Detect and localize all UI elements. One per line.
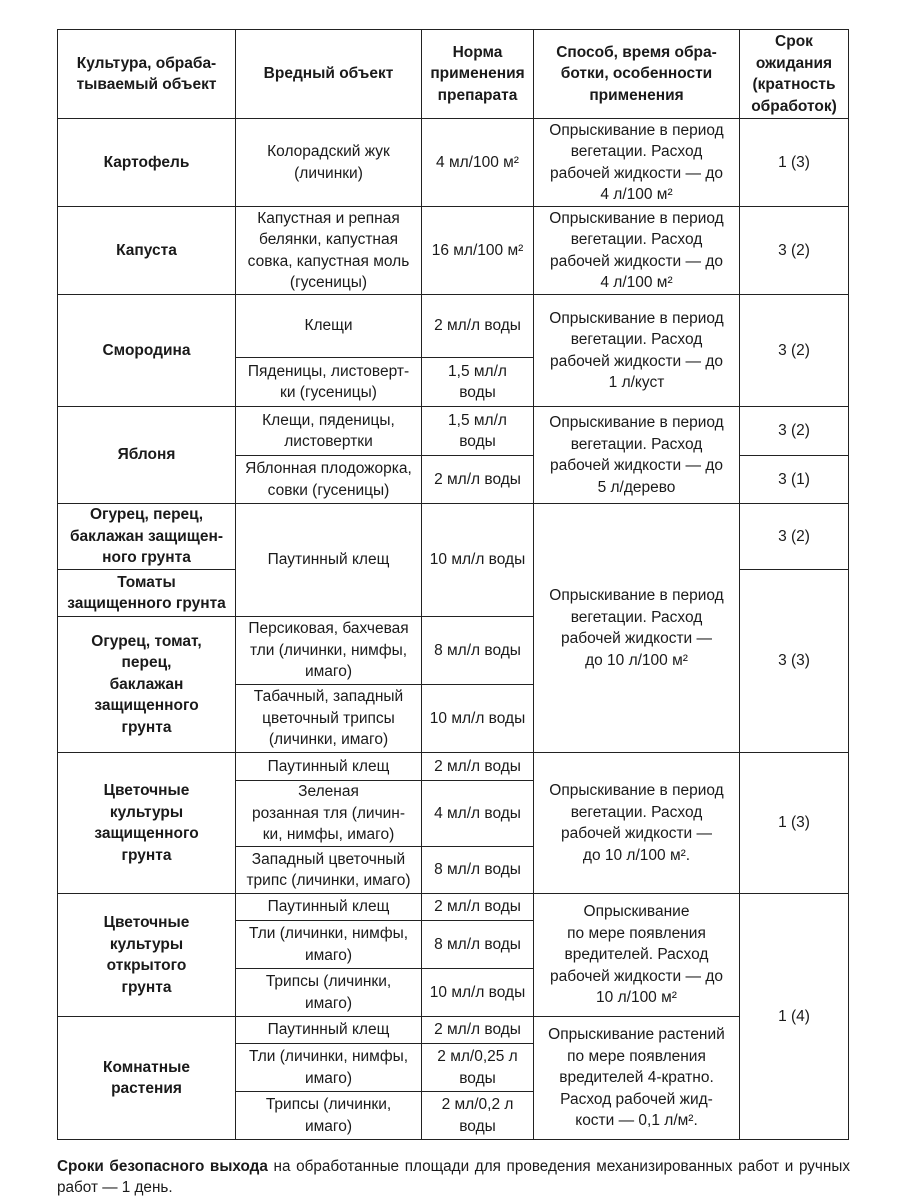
wait-cell [740,207,849,295]
wait-value: 3 (3) [778,652,810,670]
table-row [58,407,849,456]
header-wait [740,30,849,119]
method-cell [534,894,740,1017]
header-method-label: Способ, время обра- ботки, особенности применения [556,43,717,104]
pest-cell [236,207,422,295]
crop-name: Цветочные культуры открытого грунта [103,914,190,996]
rate-cell [422,1044,534,1092]
header-rate-label: Норма применения препарата [430,43,525,104]
crop-name: Смородина [102,341,191,359]
pest-cell [236,295,422,358]
rate-value: 8 мл/л воды [434,641,521,659]
pest-cell [236,1044,422,1092]
pest-name: Тли (личинки, нимфы, имаго) [248,1048,409,1087]
pest-name: Паутинный клещ [267,898,390,916]
rate-value: 2 мл/л воды [434,317,521,335]
rate-cell [422,1092,534,1140]
wait-cell [740,753,849,894]
pest-name: Табачный, западный цветочный трипсы (личинки, имаго) [253,688,404,749]
wait-value: 3 (2) [778,422,810,440]
rate-value: 2 мл/0,25 л воды [437,1048,518,1087]
pest-cell [236,1092,422,1140]
method-cell [534,504,740,753]
crop-name: Огурец, перец, баклажан защищен- ного грунта [69,506,224,567]
rate-value: 2 мл/л воды [434,898,521,916]
header-pest [236,30,422,119]
table-row [58,504,849,570]
crop-name: Томаты защищенного грунта [67,573,226,612]
crop-name: Цветочные культуры защищенного грунта [94,782,199,864]
rate-cell [422,781,534,847]
rate-value: 1,5 мл/л воды [448,362,507,401]
wait-cell [740,456,849,504]
pest-cell [236,847,422,894]
method-text: Опрыскивание по мере появления вредителей. Расход рабочей жидкости — до 10 л/100 м² [550,903,723,1007]
pest-cell [236,781,422,847]
crop-cell [58,570,236,617]
crop-name: Капуста [116,241,177,259]
header-pest-label: Вредный объект [263,65,394,83]
header-wait-label: Срок ожидания (кратность обработок) [751,33,837,115]
rate-cell [422,358,534,407]
wait-value: 1 (3) [778,153,810,171]
rate-cell [422,456,534,504]
crop-cell [58,753,236,894]
wait-cell [740,570,849,753]
wait-cell [740,119,849,207]
rate-value: 10 мл/л воды [429,709,526,727]
rate-value: 2 мл/л воды [434,757,521,775]
header-crop [58,30,236,119]
pest-name: Паутинный клещ [267,551,390,569]
rate-value: 4 мл/л воды [434,804,521,822]
pest-name: Трипсы (личинки, имаго) [265,1096,392,1135]
crop-cell [58,894,236,1017]
crop-cell [58,295,236,407]
method-text: Опрыскивание растений по мере появления вредителей 4-кратно. Расход рабочей жид- кости — 0,1 л/м². [548,1026,725,1130]
header-row [58,30,849,119]
table-row [58,295,849,358]
safe-entry-footnote [57,1156,850,1198]
method-text: Опрыскивание в период вегетации. Расход рабочей жидкости — до 4 л/100 м² [549,121,724,203]
method-cell [534,207,740,295]
header-method [534,30,740,119]
pest-name: Колорадский жук (личинки) [267,143,390,182]
pest-name: Персиковая, бахчевая тли (личинки, нимфы, имаго) [248,620,409,681]
pest-cell [236,921,422,969]
footnote-text: на обработанные площади для проведения механизированных работ и ручных работ — 1 день. [57,1158,850,1197]
pest-cell [236,119,422,207]
pest-cell [236,894,422,921]
pest-cell [236,358,422,407]
pest-cell [236,969,422,1017]
rate-cell [422,119,534,207]
pest-cell [236,407,422,456]
table-row [58,1017,849,1044]
pest-cell [236,504,422,617]
rate-cell [422,847,534,894]
wait-cell [740,504,849,570]
pest-cell [236,617,422,685]
pest-name: Капустная и репная белянки, капустная совка, капустная моль (гусеницы) [247,209,410,291]
rate-value: 8 мл/л воды [434,861,521,879]
pest-name: Клещи, пяденицы, листовертки [262,411,395,450]
wait-value: 3 (2) [778,527,810,545]
header-crop-label: Культура, обраба- тываемый объект [76,54,217,93]
method-text: Опрыскивание в период вегетации. Расход рабочей жидкости — до 1 л/куст [549,309,724,391]
header-rate [422,30,534,119]
pest-name: Клещи [304,317,353,335]
rate-cell [422,617,534,685]
crop-cell [58,207,236,295]
pest-cell [236,753,422,781]
wait-value: 1 (3) [778,814,810,832]
pest-cell [236,685,422,753]
rate-value: 10 мл/л воды [429,983,526,1001]
method-cell [534,119,740,207]
table-row [58,119,849,207]
crop-cell [58,504,236,570]
table-row [58,894,849,921]
pest-name: Трипсы (личинки, имаго) [265,973,392,1012]
method-cell [534,753,740,894]
pest-name: Паутинный клещ [267,1021,390,1039]
wait-value: 1 (4) [778,1007,810,1025]
wait-value: 3 (1) [778,470,810,488]
rate-value: 10 мл/л воды [429,551,526,569]
rate-value: 1,5 мл/л воды [448,411,507,450]
crop-cell [58,617,236,753]
rate-value: 16 мл/100 м² [431,241,524,259]
wait-cell [740,295,849,407]
table-row [58,207,849,295]
rate-cell [422,894,534,921]
wait-value: 3 (2) [778,341,810,359]
rate-value: 2 мл/0,2 л воды [441,1096,514,1135]
rate-cell [422,1017,534,1044]
rate-cell [422,207,534,295]
table-row [58,753,849,781]
pest-name: Яблонная плодожорка, совки (гусеницы) [245,460,412,499]
rate-value: 8 мл/л воды [434,935,521,953]
pesticide-application-table [57,29,849,1140]
crop-name: Огурец, томат, перец, баклажан защищенного грунта [91,632,202,736]
method-text: Опрыскивание в период вегетации. Расход рабочей жидкости — до 10 л/100 м² [549,587,724,669]
rate-value: 2 мл/л воды [434,470,521,488]
crop-name: Картофель [103,153,190,171]
rate-cell [422,753,534,781]
rate-cell [422,504,534,617]
crop-name: Яблоня [117,446,176,464]
method-cell [534,407,740,504]
rate-value: 2 мл/л воды [434,1021,521,1039]
rate-cell [422,295,534,358]
method-cell [534,1017,740,1140]
pest-name: Пяденицы, листоверт- ки (гусеницы) [247,362,410,401]
wait-cell [740,407,849,456]
rate-cell [422,407,534,456]
wait-cell [740,894,849,1140]
pest-cell [236,1017,422,1044]
pest-name: Паутинный клещ [267,757,390,775]
crop-cell [58,1017,236,1140]
pest-name: Зеленая розанная тля (личин- ки, нимфы, имаго) [251,783,406,844]
pest-cell [236,456,422,504]
crop-name: Комнатные растения [103,1058,190,1097]
rate-cell [422,969,534,1017]
method-text: Опрыскивание в период вегетации. Расход рабочей жидкости — до 10 л/100 м². [549,782,724,864]
wait-value: 3 (2) [778,241,810,259]
pest-name: Западный цветочный трипс (личинки, имаго) [246,850,411,889]
method-text: Опрыскивание в период вегетации. Расход рабочей жидкости — до 5 л/дерево [549,414,724,496]
method-cell [534,295,740,407]
pest-name: Тли (личинки, нимфы, имаго) [248,925,409,964]
footnote-bold-lead: Сроки безопасного выхода [57,1158,268,1176]
crop-cell [58,407,236,504]
rate-value: 4 мл/100 м² [436,153,519,171]
rate-cell [422,685,534,753]
rate-cell [422,921,534,969]
method-text: Опрыскивание в период вегетации. Расход рабочей жидкости — до 4 л/100 м² [549,209,724,291]
crop-cell [58,119,236,207]
